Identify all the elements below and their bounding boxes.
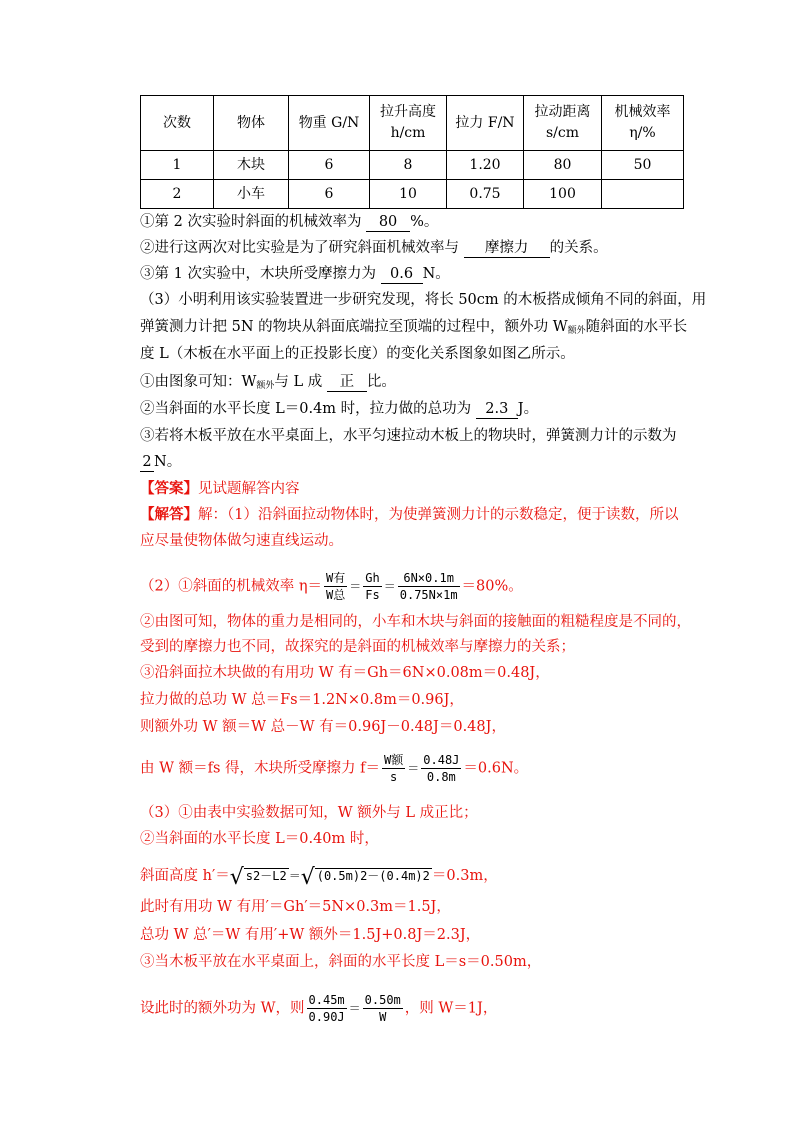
numerator: Gh	[365, 571, 380, 585]
table-header	[602, 96, 684, 151]
fraction-ratio-2	[363, 992, 403, 1025]
text: 与 L 成	[274, 374, 323, 390]
text: 比。	[366, 374, 396, 390]
fraction-values	[398, 570, 460, 603]
table-cell: 木块	[214, 151, 289, 180]
radical-sign-icon: √	[229, 865, 244, 890]
solution-line-10: 此时有用功 W 有用′＝Gh′＝5N×0.3m＝1.5J，	[140, 899, 451, 915]
answer-text: 见试题解答内容	[198, 481, 300, 497]
sub-question-1	[140, 372, 396, 396]
denominator: 0.75N×1m	[399, 588, 458, 602]
solution-line-5: ③沿斜面拉木块做的有用功 W 有＝Gh＝6N×0.08m＝0.48J，	[140, 665, 550, 681]
table-header: 次数	[141, 96, 214, 151]
table-header-line: h/cm	[390, 125, 426, 141]
text: ＝80%。	[461, 578, 523, 595]
height-formula-line	[140, 866, 498, 888]
solution-line-7: 则额外功 W 额＝W 总－W 有＝0.96J－0.48J＝0.48J，	[140, 719, 506, 735]
text: %。	[410, 214, 439, 230]
solution-line-11: 总功 W 总′＝W 有用′+W 额外＝1.5J+0.8J＝2.3J，	[140, 927, 481, 943]
solution-line-4: 受到的摩擦力也不同，故探究的是斜面的机械效率与摩擦力的关系；	[140, 639, 575, 655]
table-cell: 6	[289, 180, 370, 209]
sub-question-3: ③若将木板平放在水平桌面上，水平匀速拉动木板上的物块时，弹簧测力计的示数为	[140, 428, 677, 444]
denominator: 0.8m	[426, 770, 456, 784]
table-cell: 6	[289, 151, 370, 180]
fraction-ratio-1	[307, 992, 347, 1025]
table-cell: 0.75	[447, 180, 524, 209]
text: 由 W 额＝fs 得，木块所受摩擦力 f＝	[140, 760, 381, 777]
radicand: (0.5m)2－(0.4m)2	[316, 869, 430, 883]
text: J。	[517, 401, 539, 417]
final-formula-line	[140, 992, 497, 1025]
fraction-gh-over-fs	[363, 570, 381, 603]
square-root	[230, 866, 289, 888]
denominator: s	[390, 770, 398, 784]
answer-line	[140, 479, 300, 499]
table-header	[524, 96, 602, 151]
text: 弹簧测力计把 5N 的物块从斜面底端拉至顶端的过程中，额外功 W	[140, 319, 568, 335]
table-cell: 50	[602, 151, 684, 180]
table-cell: 80	[524, 151, 602, 180]
table-cell: 1	[141, 151, 214, 180]
text: N。	[422, 266, 450, 282]
table-cell: 2	[141, 180, 214, 209]
square-root	[301, 866, 432, 888]
denominator: W总	[326, 588, 346, 602]
numerator: 6N×0.1m	[398, 570, 460, 587]
sub-question-3-answer	[140, 452, 181, 472]
denominator: 0.90J	[308, 1010, 345, 1024]
answer-blank: 2.3	[476, 400, 518, 419]
numerator: W有	[326, 571, 346, 585]
table-cell: 小车	[214, 180, 289, 209]
text: 的关系。	[549, 240, 608, 256]
numerator: 0.50m	[364, 993, 401, 1007]
table-header-line: s/cm	[545, 125, 580, 141]
text: 随斜面的水平长	[585, 319, 688, 335]
equals: ＝	[383, 579, 396, 594]
answer-blank: 摩擦力	[464, 239, 550, 258]
answer-tag: 【答案】	[140, 480, 198, 497]
denominator: Fs	[365, 588, 380, 602]
equals: ＝	[407, 761, 420, 776]
answer-blank: 正	[327, 373, 367, 392]
equals: ＝	[349, 579, 362, 594]
answer-blank: 0.6	[381, 265, 423, 284]
table-header-line: 拉升高度	[380, 104, 436, 120]
subscript: 额外	[256, 381, 275, 391]
table-header-line: 拉动距离	[534, 104, 591, 120]
table-header-line: 机械效率	[614, 104, 671, 120]
solution-line-2: 应尽量使物体做匀速直线运动。	[140, 533, 343, 549]
table-header: 拉力 F/N	[447, 96, 524, 151]
text: （2）①斜面的机械效率 η＝	[140, 578, 323, 595]
radicand: s2－L2	[245, 869, 287, 883]
numerator: W额	[384, 753, 404, 767]
text: ②进行这两次对比实验是为了研究斜面机械效率与	[140, 240, 459, 256]
table-header-row	[141, 96, 684, 151]
answer-blank: 2	[140, 453, 154, 472]
table-cell: 1.20	[447, 151, 524, 180]
text: ＝0.6N。	[463, 760, 529, 777]
text: 解：（1）沿斜面拉动物体时，为使弹簧测力计的示数稳定，便于读数，所以	[198, 507, 679, 523]
table-cell: 10	[370, 180, 447, 209]
solution-line-12: ③当木板平放在水平桌面上，斜面的水平长度 L＝s＝0.50m，	[140, 954, 542, 970]
friction-formula-line	[140, 752, 528, 785]
paragraph-3-line-1: （3）小明利用该实验装置进一步研究发现，将长 50cm 的木板搭成倾角不同的斜面，用	[140, 292, 707, 308]
efficiency-formula-line	[140, 570, 523, 603]
paragraph-3-line-2	[140, 317, 687, 341]
solution-tag: 【解答】	[140, 506, 198, 523]
experiment-table	[140, 95, 684, 209]
table-header-line: η/%	[629, 125, 656, 141]
text: ③第 1 次实验中，木块所受摩擦力为	[140, 266, 376, 282]
fraction-extra-over-s	[382, 752, 405, 785]
table-header: 物重 G/N	[289, 96, 370, 151]
equals: ＝	[288, 869, 301, 883]
fraction-useful-over-total	[324, 570, 347, 603]
table-header: 物体	[214, 96, 289, 151]
table-cell	[602, 180, 684, 209]
text: ②当斜面的水平长度 L＝0.4m 时，拉力做的总功为	[140, 401, 472, 417]
solution-line-6: 拉力做的总功 W 总＝Fs＝1.2N×0.8m＝0.96J，	[140, 692, 464, 708]
text: ，则 W＝1J，	[404, 1000, 498, 1017]
text: ①第 2 次实验时斜面的机械效率为	[140, 214, 362, 230]
table-row	[141, 151, 684, 180]
answer-blank: 80	[366, 213, 410, 232]
denominator: W	[379, 1010, 387, 1024]
subscript: 额外	[567, 326, 586, 336]
radical-sign-icon: √	[300, 865, 315, 890]
solution-line-3: ②由图可知，物体的重力是相同的，小车和木块与斜面的接触面的粗糙程度是不同的，	[140, 614, 691, 630]
text: 斜面高度 h′＝	[140, 868, 230, 884]
sub-question-2	[140, 399, 538, 419]
text: 设此时的额外功为 W，则	[140, 1000, 305, 1017]
table-cell: 8	[370, 151, 447, 180]
equals: ＝	[348, 1001, 361, 1016]
table-header	[370, 96, 447, 151]
question-line-2	[140, 238, 608, 258]
numerator: 0.48J	[423, 753, 460, 767]
paragraph-3-line-3: 度 L（木板在水平面上的正投影长度）的变化关系图象如图乙所示。	[140, 346, 575, 362]
solution-line-9: ②当斜面的水平长度 L＝0.40m 时，	[140, 831, 379, 847]
table-row	[141, 180, 684, 209]
text: ＝0.3m，	[431, 868, 498, 884]
numerator: 0.45m	[308, 993, 345, 1007]
text: ①由图象可知：W	[140, 374, 257, 390]
fraction-values	[421, 752, 461, 785]
solution-line-1	[140, 505, 678, 525]
solution-line-8: （3）①由表中实验数据可知，W 额外与 L 成正比；	[140, 805, 478, 821]
text: N。	[154, 454, 182, 470]
question-line-3	[140, 264, 450, 284]
table-cell: 100	[524, 180, 602, 209]
question-line-1	[140, 212, 438, 232]
